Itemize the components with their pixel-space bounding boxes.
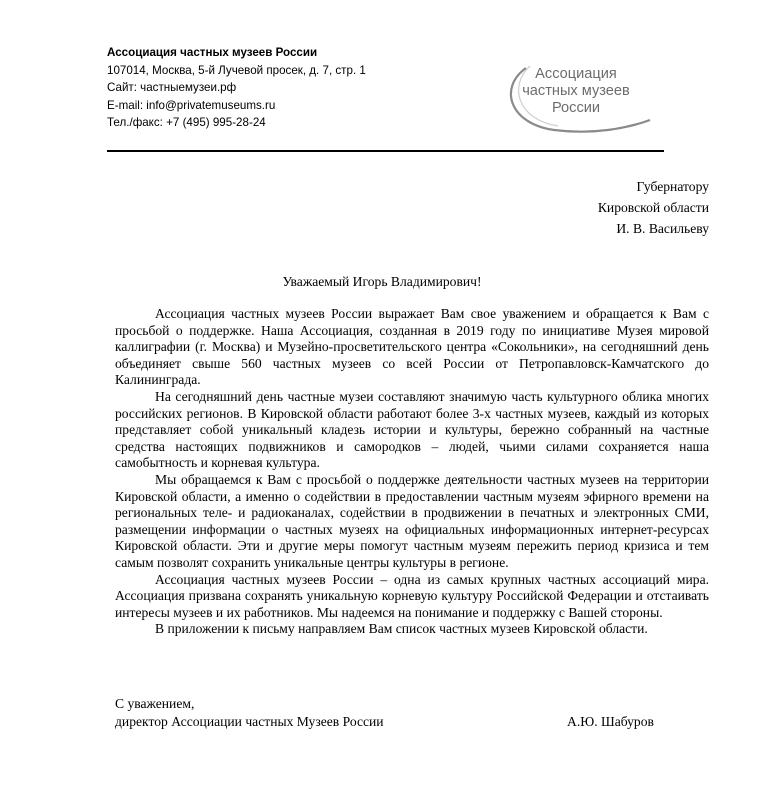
organization-phone: Тел./факс: +7 (495) 995-28-24: [107, 116, 266, 129]
paragraph: В приложении к письму направляем Вам список частных музеев Кировской области.: [155, 621, 648, 637]
logo-line-3: России: [551, 100, 601, 117]
logo-line-2: частных музеев: [522, 83, 630, 100]
closing-block: [115, 695, 384, 731]
addressee-block: [598, 176, 709, 239]
organization-email[interactable]: E-mail: info@privatemuseums.ru: [107, 98, 276, 112]
logo-text: [506, 66, 646, 118]
addressee-name: И. В. Васильеву: [616, 221, 709, 236]
header-divider: [107, 150, 664, 152]
addressee-region: Кировской области: [597, 200, 709, 215]
closing-regards: С уважением,: [115, 696, 195, 711]
paragraph: Ассоциация частных музеев России выражает Вам свое уважением и обращается к Вам с просьбой о поддержке. Наша Ассоциация, созданная в 2019 году по инициативе Музея мировой каллиграфии (г. Москва) и Музейно-просветительского центра «Сокольники», на сегодняшний день объединяет свыше 560 частных музеев со всей России от Петропавловск-Камчатского до Калининграда.: [115, 306, 709, 388]
signer-name: А.Ю. Шабуров: [567, 714, 654, 729]
association-logo: [506, 58, 656, 140]
paragraph: Мы обращаемся к Вам с просьбой о поддержке деятельности частных музеев на территории Кировской области, а именно о содействии в предоставлении частным музеям эфирного времени на региональных теле- и радиоканалах, содействии в продвижении в печатных и электронных СМИ, размещении информации о частных музеях на официальных информационных интернет-ресурсах Кировской области. Эти и другие меры помогут частным музеям пережить период кризиса и тем самым позволят сохранить уникальные центры культуры в регионе.: [115, 471, 709, 570]
letterhead: [107, 44, 366, 132]
addressee-title: Губернатору: [636, 179, 709, 194]
organization-name: Ассоциация частных музеев России: [107, 46, 318, 59]
logo-line-1: Ассоциация: [535, 66, 617, 82]
closing-position: директор Ассоциации частных Музеев России: [115, 714, 384, 729]
paragraph: На сегодняшний день частные музеи составляют значимую часть культурного облика многих российских регионов. В Кировской области работают более 3-х частных музеев, каждый из которых представляет собой уникальный кладезь истории и культуры, бережно собранный на частные средства настоящих подвижников и самородков – людей, чьими силами сохраняется наша самобытность и корневая культура.: [115, 388, 709, 471]
organization-address: 107014, Москва, 5-й Лучевой просек, д. 7, стр. 1: [107, 63, 366, 77]
greeting: Уважаемый Игорь Владимирович!: [282, 274, 482, 289]
letter-body: [115, 306, 709, 638]
paragraph: Ассоциация частных музеев России – одна из самых крупных частных ассоциаций мира. Ассоциация призвана сохранять уникальную корневую культуру Российской Федерации и отстаивать интересы музеев и их работников. Мы надеемся на понимание и поддержку с Вашей стороны.: [115, 571, 709, 620]
organization-site[interactable]: Сайт: частныемузеи.рф: [107, 81, 237, 94]
